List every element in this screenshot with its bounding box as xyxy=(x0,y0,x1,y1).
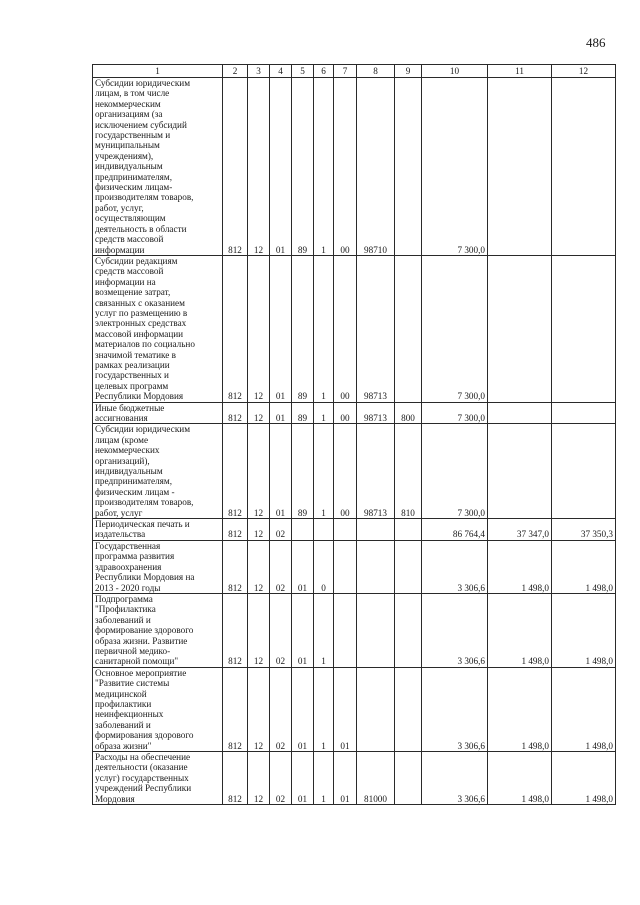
table-row xyxy=(93,752,616,805)
table-row xyxy=(93,519,616,541)
code-cell: 89 xyxy=(292,255,314,402)
code-cell xyxy=(395,255,422,402)
code-cell: 01 xyxy=(270,402,292,424)
code-cell xyxy=(334,519,357,541)
code-cell xyxy=(395,593,422,667)
amount-cell: 1 498,0 xyxy=(552,593,616,667)
code-cell xyxy=(357,519,395,541)
code-cell xyxy=(292,519,314,541)
row-name-cell: Иные бюджетные ассигнования xyxy=(93,402,223,424)
page-number: 486 xyxy=(586,35,606,50)
code-cell xyxy=(395,540,422,593)
code-cell: 02 xyxy=(270,519,292,541)
code-cell: 812 xyxy=(223,78,248,256)
code-cell: 12 xyxy=(248,402,270,424)
code-cell: 00 xyxy=(334,78,357,256)
code-cell: 00 xyxy=(334,402,357,424)
code-cell xyxy=(395,519,422,541)
row-name-cell: Субсидии редакциям средств массовой информации на возмещение затрат, связанных с оказанием услуг по размещению в электронных средствах массовой информации материалов по социально значимой тематике в рамках реализации государственных и целевых программ Республики Мордовия xyxy=(93,255,223,402)
column-header: 11 xyxy=(488,65,552,78)
code-cell: 89 xyxy=(292,402,314,424)
budget-table xyxy=(92,64,616,805)
code-cell: 01 xyxy=(270,255,292,402)
code-cell: 812 xyxy=(223,519,248,541)
code-cell xyxy=(314,519,334,541)
code-cell: 812 xyxy=(223,540,248,593)
code-cell: 810 xyxy=(395,424,422,519)
code-cell: 812 xyxy=(223,593,248,667)
amount-cell: 7 300,0 xyxy=(422,402,488,424)
column-header: 1 xyxy=(93,65,223,78)
amount-cell: 37 347,0 xyxy=(488,519,552,541)
column-header: 5 xyxy=(292,65,314,78)
code-cell xyxy=(395,78,422,256)
code-cell: 01 xyxy=(334,752,357,805)
code-cell: 81000 xyxy=(357,752,395,805)
amount-cell: 3 306,6 xyxy=(422,667,488,751)
column-header: 12 xyxy=(552,65,616,78)
code-cell: 812 xyxy=(223,752,248,805)
code-cell xyxy=(357,667,395,751)
amount-cell: 1 498,0 xyxy=(552,667,616,751)
code-cell: 812 xyxy=(223,255,248,402)
code-cell: 01 xyxy=(270,78,292,256)
code-cell: 98710 xyxy=(357,78,395,256)
code-cell: 12 xyxy=(248,424,270,519)
row-name-cell: Субсидии юридическим лицам, в том числе некоммерческим организациям (за исключением субсидий государственным и муниципальным учреждениям), индивидуальным предпринимателям, физическим лицам- производителям товаров, работ, услуг, осуществляющим деятельность в области средств массовой информации xyxy=(93,78,223,256)
code-cell: 1 xyxy=(314,255,334,402)
amount-cell: 7 300,0 xyxy=(422,424,488,519)
table-row xyxy=(93,424,616,519)
amount-cell: 1 498,0 xyxy=(488,667,552,751)
row-name-cell: Периодическая печать и издательства xyxy=(93,519,223,541)
amount-cell: 3 306,6 xyxy=(422,540,488,593)
column-header: 6 xyxy=(314,65,334,78)
code-cell: 1 xyxy=(314,402,334,424)
amount-cell xyxy=(488,78,552,256)
amount-cell: 1 498,0 xyxy=(552,752,616,805)
code-cell xyxy=(395,752,422,805)
code-cell: 12 xyxy=(248,255,270,402)
column-header: 9 xyxy=(395,65,422,78)
code-cell: 02 xyxy=(270,540,292,593)
code-cell: 00 xyxy=(334,255,357,402)
amount-cell: 3 306,6 xyxy=(422,752,488,805)
amount-cell: 86 764,4 xyxy=(422,519,488,541)
amount-cell: 1 498,0 xyxy=(488,593,552,667)
column-header: 7 xyxy=(334,65,357,78)
code-cell: 812 xyxy=(223,667,248,751)
code-cell: 98713 xyxy=(357,424,395,519)
table-row xyxy=(93,78,616,256)
code-cell: 12 xyxy=(248,540,270,593)
code-cell: 02 xyxy=(270,593,292,667)
code-cell: 89 xyxy=(292,78,314,256)
code-cell: 12 xyxy=(248,752,270,805)
code-cell: 01 xyxy=(292,540,314,593)
code-cell: 12 xyxy=(248,667,270,751)
amount-cell: 1 498,0 xyxy=(552,540,616,593)
code-cell xyxy=(357,593,395,667)
amount-cell xyxy=(552,402,616,424)
amount-cell xyxy=(488,255,552,402)
code-cell: 12 xyxy=(248,519,270,541)
code-cell: 0 xyxy=(314,540,334,593)
table-row xyxy=(93,540,616,593)
column-header: 10 xyxy=(422,65,488,78)
header-row xyxy=(93,65,616,78)
amount-cell: 7 300,0 xyxy=(422,78,488,256)
code-cell: 98713 xyxy=(357,402,395,424)
table-row xyxy=(93,255,616,402)
table-body xyxy=(93,78,616,805)
amount-cell xyxy=(488,424,552,519)
amount-cell: 1 498,0 xyxy=(488,752,552,805)
column-header: 4 xyxy=(270,65,292,78)
code-cell: 1 xyxy=(314,424,334,519)
code-cell: 1 xyxy=(314,593,334,667)
code-cell: 812 xyxy=(223,402,248,424)
code-cell xyxy=(334,593,357,667)
row-name-cell: Расходы на обеспечение деятельности (оказание услуг) государственных учреждений Республики Мордовия xyxy=(93,752,223,805)
code-cell: 1 xyxy=(314,667,334,751)
code-cell: 1 xyxy=(314,752,334,805)
column-header: 2 xyxy=(223,65,248,78)
amount-cell: 37 350,3 xyxy=(552,519,616,541)
table-row xyxy=(93,667,616,751)
code-cell: 01 xyxy=(270,424,292,519)
code-cell: 01 xyxy=(292,593,314,667)
amount-cell: 7 300,0 xyxy=(422,255,488,402)
code-cell: 01 xyxy=(334,667,357,751)
column-header: 3 xyxy=(248,65,270,78)
row-name-cell: Основное мероприятие "Развитие системы медицинской профилактики неинфекционных заболеваний и формирования здорового образа жизни" xyxy=(93,667,223,751)
amount-cell xyxy=(488,402,552,424)
row-name-cell: Субсидии юридическим лицам (кроме некоммерческих организаций), индивидуальным предпринимателям, физическим лицам - производителям товаров, работ, услуг xyxy=(93,424,223,519)
code-cell: 12 xyxy=(248,593,270,667)
code-cell: 12 xyxy=(248,78,270,256)
code-cell xyxy=(395,667,422,751)
code-cell: 01 xyxy=(292,752,314,805)
code-cell: 01 xyxy=(292,667,314,751)
code-cell: 02 xyxy=(270,667,292,751)
row-name-cell: Государственная программа развития здравоохранения Республики Мордовия на 2013 - 2020 годы xyxy=(93,540,223,593)
amount-cell xyxy=(552,78,616,256)
code-cell: 812 xyxy=(223,424,248,519)
amount-cell xyxy=(552,424,616,519)
code-cell: 1 xyxy=(314,78,334,256)
column-header: 8 xyxy=(357,65,395,78)
code-cell: 98713 xyxy=(357,255,395,402)
table-row xyxy=(93,402,616,424)
code-cell xyxy=(334,540,357,593)
table-row xyxy=(93,593,616,667)
code-cell xyxy=(357,540,395,593)
code-cell: 02 xyxy=(270,752,292,805)
amount-cell: 3 306,6 xyxy=(422,593,488,667)
code-cell: 800 xyxy=(395,402,422,424)
amount-cell xyxy=(552,255,616,402)
code-cell: 00 xyxy=(334,424,357,519)
code-cell: 89 xyxy=(292,424,314,519)
row-name-cell: Подпрограмма "Профилактика заболеваний и формирование здорового образа жизни. Развитие первичной медико- санитарной помощи" xyxy=(93,593,223,667)
amount-cell: 1 498,0 xyxy=(488,540,552,593)
